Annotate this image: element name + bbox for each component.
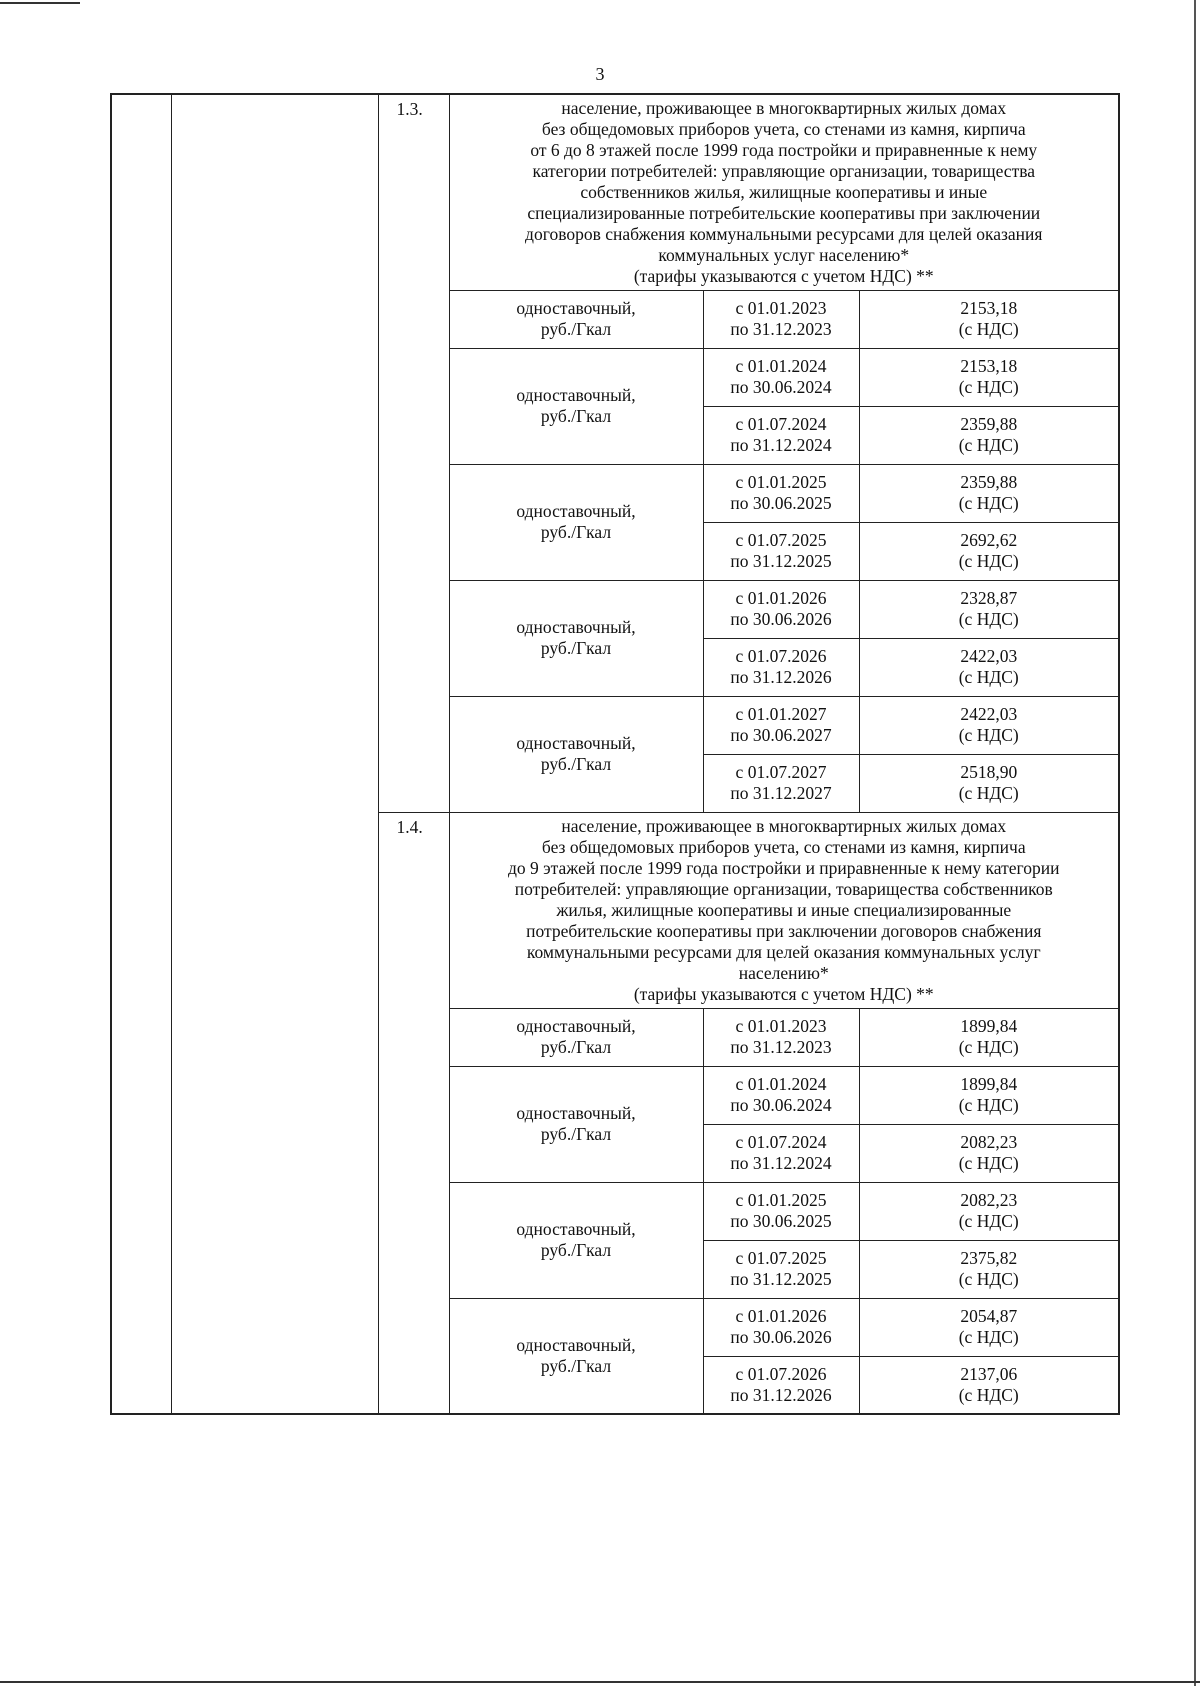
section-header-row [111,94,1119,290]
tariff-type-cell [449,1298,703,1414]
description-line: от 6 до 8 этажей после 1999 года постройки и приравненные к нему [530,139,1038,160]
description-line: без общедомовых приборов учета, со стенами из камня, кирпича [541,118,1026,139]
description-line: потребителей: управляющие организации, товарищества собственников [514,878,1053,899]
section-description [449,812,1119,1008]
blank-column-1 [111,94,171,1414]
period-from: с 01.01.2026 [735,1306,827,1326]
period-cell [703,522,859,580]
tariff-type-label: одноставочный, [516,501,636,521]
price-value: 2082,23 [960,1190,1018,1210]
description-line: категории потребителей: управляющие организации, товарищества [532,160,1036,181]
price-vat-note: (с НДС) [958,1153,1019,1173]
tariff-type-cell [449,290,703,348]
price-vat-note: (с НДС) [958,435,1019,455]
price-cell [859,522,1119,580]
period-to: по 31.12.2027 [730,783,832,803]
price-vat-note: (с НДС) [958,1384,1019,1405]
price-vat-note: (с НДС) [958,725,1019,745]
tariff-unit-label: руб./Гкал [540,1240,612,1260]
price-value: 2518,90 [960,762,1018,782]
price-value: 2359,88 [960,472,1018,492]
period-from: с 01.01.2023 [735,298,827,318]
period-to: по 30.06.2024 [730,377,832,397]
period-cell [703,348,859,406]
tariff-type-label: одноставочный, [516,1334,636,1355]
price-cell [859,754,1119,812]
period-from: с 01.01.2025 [735,1190,827,1210]
tariff-type-label: одноставочный, [516,298,636,318]
tariff-unit-label: руб./Гкал [540,522,612,542]
tariff-type-cell [449,348,703,464]
tariff-unit-label: руб./Гкал [540,1355,612,1376]
price-value: 1899,84 [960,1074,1018,1094]
period-to: по 31.12.2024 [730,1153,832,1173]
period-from: с 01.01.2027 [735,704,827,724]
period-cell [703,1240,859,1298]
period-cell [703,754,859,812]
price-vat-note: (с НДС) [958,1269,1019,1289]
period-cell [703,638,859,696]
price-cell [859,1182,1119,1240]
price-value: 2692,62 [960,530,1018,550]
section-description [449,94,1119,290]
period-to: по 31.12.2026 [730,667,832,687]
price-vat-note: (с НДС) [958,1327,1019,1347]
tariff-type-cell [449,1066,703,1182]
price-value: 2422,03 [960,704,1018,724]
period-cell [703,580,859,638]
page-number: 3 [595,64,605,84]
period-cell [703,1008,859,1066]
tariff-type-label: одноставочный, [516,1219,636,1239]
description-line: (тарифы указываются с учетом НДС) ** [633,265,934,286]
period-from: с 01.07.2026 [735,646,827,666]
tariff-unit-label: руб./Гкал [540,638,612,658]
price-value: 2153,18 [960,356,1018,376]
tariff-type-cell [449,696,703,812]
description-line: коммунальными ресурсами для целей оказания коммунальных услуг [526,941,1041,962]
price-cell [859,1124,1119,1182]
price-vat-note: (с НДС) [958,551,1019,571]
period-from: с 01.01.2025 [735,472,827,492]
price-value: 2359,88 [960,414,1018,434]
period-to: по 31.12.2024 [730,435,832,455]
period-cell [703,290,859,348]
period-to: по 31.12.2025 [730,551,832,571]
price-value: 2137,06 [960,1363,1018,1384]
period-to: по 31.12.2023 [730,1037,832,1057]
price-cell [859,290,1119,348]
price-vat-note: (с НДС) [958,493,1019,513]
period-from: с 01.01.2023 [735,1016,827,1036]
period-cell [703,464,859,522]
period-from: с 01.07.2027 [735,762,827,782]
period-from: с 01.07.2025 [735,530,827,550]
tariff-type-cell [449,580,703,696]
price-value: 2422,03 [960,646,1018,666]
period-cell [703,696,859,754]
period-cell [703,1124,859,1182]
period-cell [703,1182,859,1240]
description-line: населению* [738,962,829,983]
tariff-type-label: одноставочный, [516,1016,636,1036]
tariff-unit-label: руб./Гкал [540,1124,612,1144]
price-cell [859,1298,1119,1356]
description-line: жилья, жилищные кооперативы и иные специализированные [556,899,1012,920]
description-line: коммунальных услуг населению* [658,244,910,265]
period-from: с 01.07.2026 [735,1363,827,1384]
price-vat-note: (с НДС) [958,783,1019,803]
price-cell [859,464,1119,522]
description-line: до 9 этажей после 1999 года постройки и приравненные к нему категории [508,857,1060,878]
description-line: специализированные потребительские кооперативы при заключении [527,202,1041,223]
price-cell [859,406,1119,464]
description-line: договоров снабжения коммунальными ресурсами для целей оказания [525,223,1043,244]
price-cell [859,1356,1119,1414]
period-from: с 01.01.2024 [735,356,827,376]
period-to: по 31.12.2023 [730,319,832,339]
price-vat-note: (с НДС) [958,1037,1019,1057]
tariff-type-label: одноставочный, [516,733,636,753]
price-cell [859,1008,1119,1066]
price-cell [859,348,1119,406]
period-cell [703,1298,859,1356]
tariff-table [110,93,1120,1415]
tariff-unit-label: руб./Гкал [540,319,612,339]
description-line: без общедомовых приборов учета, со стенами из камня, кирпича [541,836,1026,857]
period-cell [703,1066,859,1124]
price-cell [859,580,1119,638]
tariff-type-cell [449,1182,703,1298]
price-value: 1899,84 [960,1016,1018,1036]
tariff-type-cell [449,1008,703,1066]
period-cell [703,406,859,464]
price-vat-note: (с НДС) [958,377,1019,397]
tariff-type-label: одноставочный, [516,1103,636,1123]
period-to: по 31.12.2026 [730,1384,832,1405]
period-to: по 30.06.2024 [730,1095,832,1115]
tariff-unit-label: руб./Гкал [540,406,612,426]
section-number-text: 1.4. [396,816,423,837]
price-cell [859,638,1119,696]
price-value: 2153,18 [960,298,1018,318]
period-to: по 30.06.2027 [730,725,832,745]
section-number [378,812,449,1414]
period-cell [703,1356,859,1414]
period-to: по 31.12.2025 [730,1269,832,1289]
period-to: по 30.06.2025 [730,493,832,513]
price-vat-note: (с НДС) [958,609,1019,629]
price-cell [859,1066,1119,1124]
price-value: 2375,82 [960,1248,1018,1268]
period-from: с 01.01.2024 [735,1074,827,1094]
description-line: потребительские кооперативы при заключении договоров снабжения [526,920,1042,941]
section-number [378,94,449,812]
price-value: 2082,23 [960,1132,1018,1152]
tariff-type-label: одноставочный, [516,385,636,405]
price-vat-note: (с НДС) [958,667,1019,687]
description-line: собственников жилья, жилищные кооперативы и иные [580,181,988,202]
period-from: с 01.01.2026 [735,588,827,608]
period-from: с 01.07.2024 [735,414,827,434]
price-vat-note: (с НДС) [958,1211,1019,1231]
section-number-text: 1.3. [396,99,423,119]
tariff-type-label: одноставочный, [516,617,636,637]
price-vat-note: (с НДС) [958,319,1019,339]
blank-column-2 [171,94,378,1414]
tariff-unit-label: руб./Гкал [540,754,612,774]
price-cell [859,696,1119,754]
period-from: с 01.07.2025 [735,1248,827,1268]
description-line: (тарифы указываются с учетом НДС) ** [633,983,934,1004]
period-to: по 30.06.2026 [730,1327,832,1347]
price-value: 2328,87 [960,588,1018,608]
price-cell [859,1240,1119,1298]
description-line: население, проживающее в многоквартирных жилых домах [561,815,1007,836]
description-line: население, проживающее в многоквартирных жилых домах [561,97,1007,118]
tariff-type-cell [449,464,703,580]
period-to: по 30.06.2025 [730,1211,832,1231]
period-to: по 30.06.2026 [730,609,832,629]
period-from: с 01.07.2024 [735,1132,827,1152]
price-value: 2054,87 [960,1306,1018,1326]
price-vat-note: (с НДС) [958,1095,1019,1115]
tariff-unit-label: руб./Гкал [540,1037,612,1057]
